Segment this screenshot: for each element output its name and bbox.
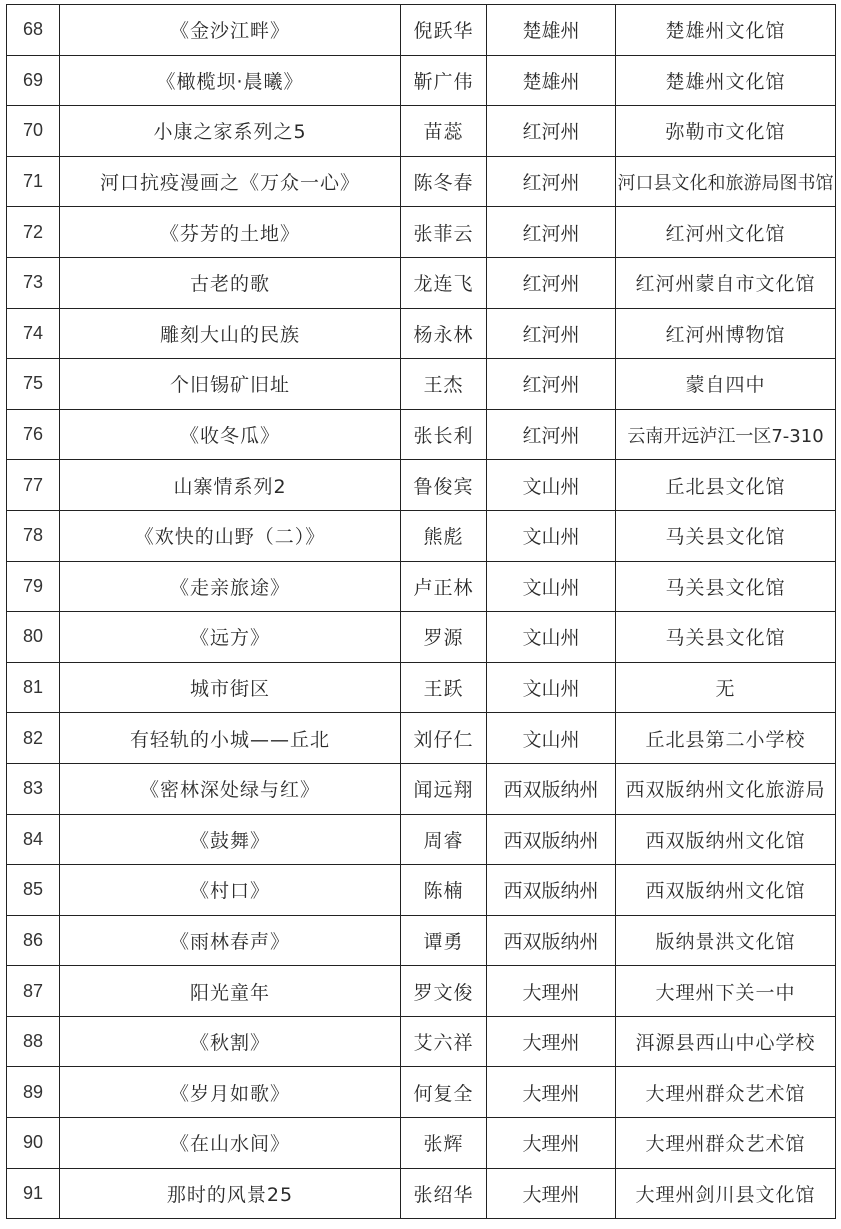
work-title: 《远方》 xyxy=(60,612,401,663)
author-name: 张辉 xyxy=(401,1118,487,1169)
author-name: 卢正林 xyxy=(401,561,487,612)
region: 红河州 xyxy=(487,308,616,359)
author-name: 张长利 xyxy=(401,409,487,460)
table-row xyxy=(7,1118,836,1169)
table-row xyxy=(7,814,836,865)
region: 大理州 xyxy=(487,1016,616,1067)
region: 文山州 xyxy=(487,662,616,713)
work-title: 《岁月如歌》 xyxy=(60,1067,401,1118)
work-title: 《收冬瓜》 xyxy=(60,409,401,460)
row-number: 82 xyxy=(7,713,60,764)
row-number: 87 xyxy=(7,966,60,1017)
row-number: 76 xyxy=(7,409,60,460)
organization: 西双版纳州文化馆 xyxy=(616,814,836,865)
organization: 丘北县文化馆 xyxy=(616,460,836,511)
region: 西双版纳州 xyxy=(487,814,616,865)
table-row xyxy=(7,1168,836,1219)
region: 大理州 xyxy=(487,1067,616,1118)
work-title: 《秋割》 xyxy=(60,1016,401,1067)
region: 西双版纳州 xyxy=(487,763,616,814)
work-title: 《橄榄坝·晨曦》 xyxy=(60,55,401,106)
table-row xyxy=(7,359,836,410)
table-row xyxy=(7,763,836,814)
author-name: 罗源 xyxy=(401,612,487,663)
work-title: 雕刻大山的民族 xyxy=(60,308,401,359)
row-number: 69 xyxy=(7,55,60,106)
organization: 弥勒市文化馆 xyxy=(616,106,836,157)
row-number: 86 xyxy=(7,915,60,966)
author-name: 刘仔仁 xyxy=(401,713,487,764)
row-number: 83 xyxy=(7,763,60,814)
work-title: 《在山水间》 xyxy=(60,1118,401,1169)
table-row xyxy=(7,1016,836,1067)
region: 文山州 xyxy=(487,460,616,511)
author-name: 闻远翔 xyxy=(401,763,487,814)
row-number: 70 xyxy=(7,106,60,157)
work-title: 河口抗疫漫画之《万众一心》 xyxy=(60,156,401,207)
region: 大理州 xyxy=(487,1118,616,1169)
author-name: 王跃 xyxy=(401,662,487,713)
organization: 红河州博物馆 xyxy=(616,308,836,359)
work-title: 个旧锡矿旧址 xyxy=(60,359,401,410)
organization: 马关县文化馆 xyxy=(616,612,836,663)
work-title: 《密林深处绿与红》 xyxy=(60,763,401,814)
table-row xyxy=(7,915,836,966)
region: 红河州 xyxy=(487,359,616,410)
row-number: 68 xyxy=(7,5,60,56)
work-title: 《走亲旅途》 xyxy=(60,561,401,612)
works-table xyxy=(6,4,836,1219)
work-title: 《金沙江畔》 xyxy=(60,5,401,56)
table-row xyxy=(7,1067,836,1118)
region: 文山州 xyxy=(487,561,616,612)
works-table-container xyxy=(6,4,835,1219)
organization: 马关县文化馆 xyxy=(616,510,836,561)
work-title: 那时的风景25 xyxy=(60,1168,401,1219)
author-name: 倪跃华 xyxy=(401,5,487,56)
region: 红河州 xyxy=(487,156,616,207)
row-number: 85 xyxy=(7,865,60,916)
organization: 马关县文化馆 xyxy=(616,561,836,612)
author-name: 龙连飞 xyxy=(401,257,487,308)
table-row xyxy=(7,308,836,359)
row-number: 79 xyxy=(7,561,60,612)
organization: 楚雄州文化馆 xyxy=(616,5,836,56)
row-number: 77 xyxy=(7,460,60,511)
table-row xyxy=(7,662,836,713)
row-number: 72 xyxy=(7,207,60,258)
work-title: 《村口》 xyxy=(60,865,401,916)
author-name: 谭勇 xyxy=(401,915,487,966)
region: 大理州 xyxy=(487,1168,616,1219)
organization: 西双版纳州文化旅游局 xyxy=(616,763,836,814)
author-name: 陈楠 xyxy=(401,865,487,916)
row-number: 80 xyxy=(7,612,60,663)
region: 大理州 xyxy=(487,966,616,1017)
work-title: 小康之家系列之5 xyxy=(60,106,401,157)
organization: 大理州群众艺术馆 xyxy=(616,1067,836,1118)
region: 西双版纳州 xyxy=(487,915,616,966)
author-name: 陈冬春 xyxy=(401,156,487,207)
author-name: 张绍华 xyxy=(401,1168,487,1219)
table-row xyxy=(7,460,836,511)
work-title: 《鼓舞》 xyxy=(60,814,401,865)
organization: 红河州蒙自市文化馆 xyxy=(616,257,836,308)
table-row xyxy=(7,106,836,157)
author-name: 王杰 xyxy=(401,359,487,410)
table-row xyxy=(7,55,836,106)
organization: 云南开远泸江一区7-310 xyxy=(616,409,836,460)
author-name: 杨永林 xyxy=(401,308,487,359)
table-row xyxy=(7,865,836,916)
table-row xyxy=(7,612,836,663)
row-number: 75 xyxy=(7,359,60,410)
row-number: 84 xyxy=(7,814,60,865)
region: 文山州 xyxy=(487,510,616,561)
table-row xyxy=(7,561,836,612)
region: 红河州 xyxy=(487,257,616,308)
organization: 丘北县第二小学校 xyxy=(616,713,836,764)
work-title: 有轻轨的小城——丘北 xyxy=(60,713,401,764)
region: 楚雄州 xyxy=(487,55,616,106)
table-row xyxy=(7,156,836,207)
organization: 蒙自四中 xyxy=(616,359,836,410)
organization: 无 xyxy=(616,662,836,713)
organization: 版纳景洪文化馆 xyxy=(616,915,836,966)
row-number: 73 xyxy=(7,257,60,308)
row-number: 90 xyxy=(7,1118,60,1169)
author-name: 艾六祥 xyxy=(401,1016,487,1067)
organization: 河口县文化和旅游局图书馆 xyxy=(616,156,836,207)
region: 楚雄州 xyxy=(487,5,616,56)
organization: 大理州下关一中 xyxy=(616,966,836,1017)
work-title: 古老的歌 xyxy=(60,257,401,308)
author-name: 何复全 xyxy=(401,1067,487,1118)
author-name: 罗文俊 xyxy=(401,966,487,1017)
region: 西双版纳州 xyxy=(487,865,616,916)
row-number: 81 xyxy=(7,662,60,713)
work-title: 《芬芳的土地》 xyxy=(60,207,401,258)
row-number: 71 xyxy=(7,156,60,207)
organization: 楚雄州文化馆 xyxy=(616,55,836,106)
region: 文山州 xyxy=(487,612,616,663)
table-row xyxy=(7,257,836,308)
author-name: 鲁俊宾 xyxy=(401,460,487,511)
work-title: 《雨林春声》 xyxy=(60,915,401,966)
organization: 洱源县西山中心学校 xyxy=(616,1016,836,1067)
organization: 大理州群众艺术馆 xyxy=(616,1118,836,1169)
organization: 大理州剑川县文化馆 xyxy=(616,1168,836,1219)
author-name: 熊彪 xyxy=(401,510,487,561)
table-row xyxy=(7,207,836,258)
region: 红河州 xyxy=(487,409,616,460)
region: 文山州 xyxy=(487,713,616,764)
row-number: 78 xyxy=(7,510,60,561)
table-row xyxy=(7,713,836,764)
region: 红河州 xyxy=(487,207,616,258)
author-name: 靳广伟 xyxy=(401,55,487,106)
row-number: 74 xyxy=(7,308,60,359)
works-table-body xyxy=(7,5,836,1219)
table-row xyxy=(7,966,836,1017)
table-row xyxy=(7,510,836,561)
work-title: 城市街区 xyxy=(60,662,401,713)
work-title: 阳光童年 xyxy=(60,966,401,1017)
work-title: 《欢快的山野（二）》 xyxy=(60,510,401,561)
region: 红河州 xyxy=(487,106,616,157)
row-number: 88 xyxy=(7,1016,60,1067)
row-number: 91 xyxy=(7,1168,60,1219)
author-name: 张菲云 xyxy=(401,207,487,258)
row-number: 89 xyxy=(7,1067,60,1118)
organization: 西双版纳州文化馆 xyxy=(616,865,836,916)
work-title: 山寨情系列2 xyxy=(60,460,401,511)
table-row xyxy=(7,5,836,56)
author-name: 周睿 xyxy=(401,814,487,865)
organization: 红河州文化馆 xyxy=(616,207,836,258)
author-name: 苗蕊 xyxy=(401,106,487,157)
table-row xyxy=(7,409,836,460)
